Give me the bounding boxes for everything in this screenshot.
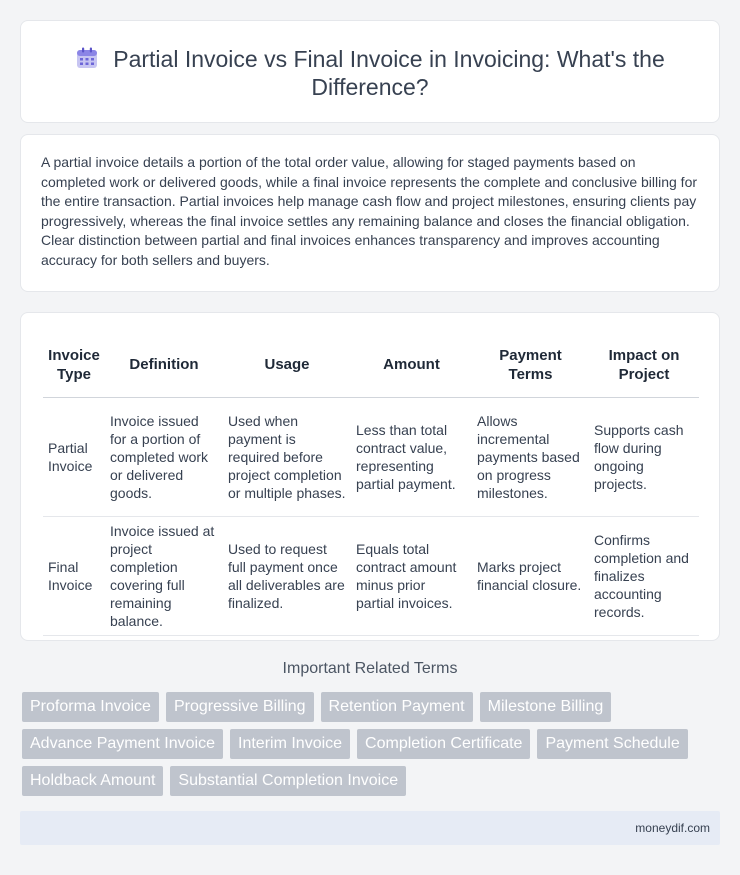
table-cell: Marks project financial closure. [472, 516, 589, 635]
column-header: Usage [223, 333, 351, 397]
tag-substantial-completion-invoice[interactable]: Substantial Completion Invoice [170, 766, 406, 796]
title-card [20, 20, 720, 123]
column-header: Amount [351, 333, 472, 397]
page-title-text: Partial Invoice vs Final Invoice in Invoicing: What's the Difference? [113, 46, 665, 100]
table-cell: Confirms completion and finalizes accounting records. [589, 516, 699, 635]
tag-proforma-invoice[interactable]: Proforma Invoice [22, 692, 159, 722]
table-header-row [43, 333, 699, 397]
table-cell: Used to request full payment once all deliverables are finalized. [223, 516, 351, 635]
table-cell: Supports cash flow during ongoing projects. [589, 397, 699, 516]
tag-progressive-billing[interactable]: Progressive Billing [166, 692, 314, 722]
comparison-table [43, 333, 699, 636]
column-header: Payment Terms [472, 333, 589, 397]
intro-card [20, 134, 720, 292]
comparison-table-card [20, 312, 720, 641]
related-terms-tags [22, 692, 702, 803]
intro-paragraph: A partial invoice details a portion of the total order value, allowing for staged payments based on completed work or delivered goods, while a final invoice represents the complete and conclusive billing for the entire transaction. Partial invoices help manage cash flow and project milestones, ensuring clients pay progressively, whereas the final invoice settles any remaining balance and closes the financial obligation. Clear distinction between partial and final invoices enhances transparency and improves accounting accuracy for both sellers and buyers. [41, 154, 698, 268]
page-title [21, 45, 719, 101]
table-row [43, 516, 699, 635]
table-cell: Used when payment is required before project completion or multiple phases. [223, 397, 351, 516]
tag-payment-schedule[interactable]: Payment Schedule [537, 729, 687, 759]
tag-holdback-amount[interactable]: Holdback Amount [22, 766, 163, 796]
tag-retention-payment[interactable]: Retention Payment [321, 692, 473, 722]
tag-milestone-billing[interactable]: Milestone Billing [480, 692, 612, 722]
column-header: Definition [105, 333, 223, 397]
table-row [43, 397, 699, 516]
table-cell: Invoice issued for a portion of completed work or delivered goods. [105, 397, 223, 516]
table-cell: Final Invoice [43, 516, 105, 635]
footer [20, 811, 720, 845]
footer-site-link[interactable]: moneydif.com [635, 821, 710, 835]
tag-advance-payment-invoice[interactable]: Advance Payment Invoice [22, 729, 223, 759]
table-cell: Allows incremental payments based on progress milestones. [472, 397, 589, 516]
column-header: Invoice Type [43, 333, 105, 397]
table-cell: Invoice issued at project completion covering full remaining balance. [105, 516, 223, 635]
table-cell: Equals total contract amount minus prior partial invoices. [351, 516, 472, 635]
tag-interim-invoice[interactable]: Interim Invoice [230, 729, 350, 759]
table-cell: Less than total contract value, representing partial payment. [351, 397, 472, 516]
related-terms-heading: Important Related Terms [282, 660, 458, 677]
column-header: Impact on Project [589, 333, 699, 397]
tag-completion-certificate[interactable]: Completion Certificate [357, 729, 530, 759]
table-cell: Partial Invoice [43, 397, 105, 516]
calendar-icon [75, 46, 99, 70]
